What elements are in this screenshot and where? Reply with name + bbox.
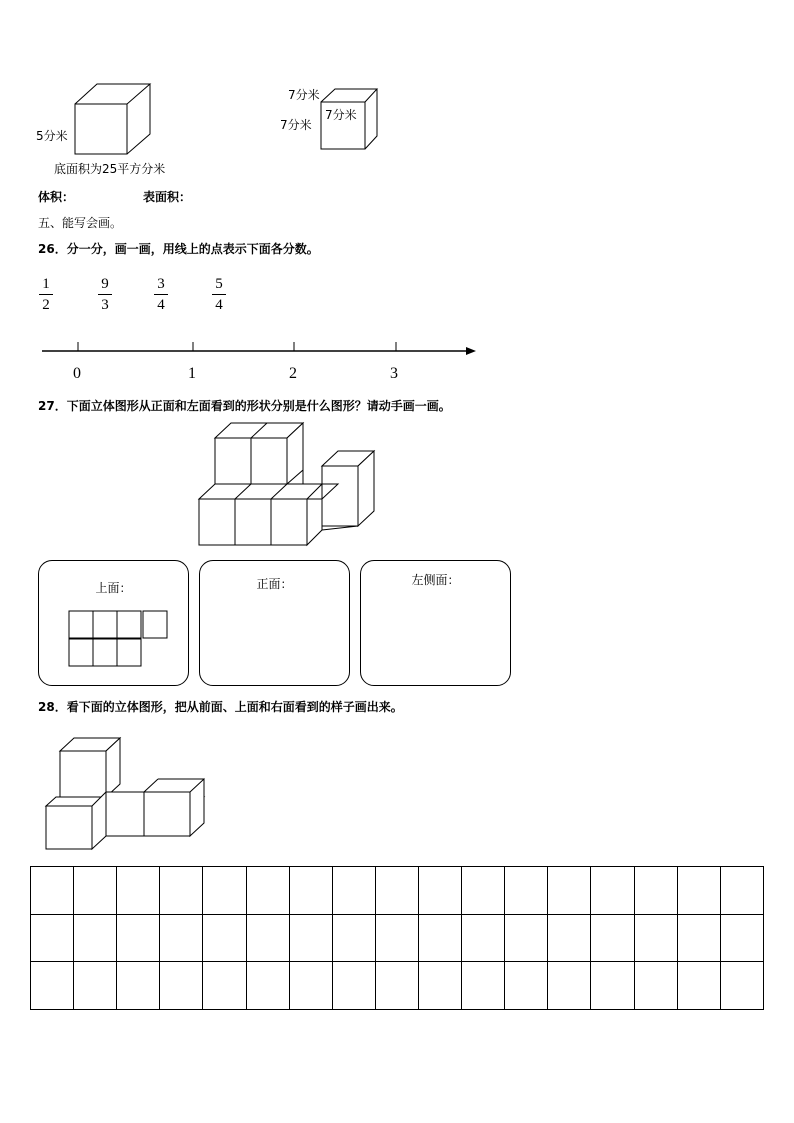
grid-cell[interactable] — [246, 867, 289, 915]
fraction-3 — [153, 276, 169, 313]
number-line — [40, 340, 480, 360]
grid-cell[interactable] — [289, 962, 332, 1010]
fraction-1 — [38, 276, 54, 313]
left-view-caption: 左侧面： — [411, 573, 460, 587]
fraction-4-denominator: 4 — [215, 297, 223, 313]
grid-cell[interactable] — [548, 867, 591, 915]
grid-row — [31, 867, 764, 915]
fraction-4 — [211, 276, 227, 313]
grid-cell[interactable] — [375, 962, 418, 1010]
top-view-drawing — [69, 611, 169, 669]
grid-cell[interactable] — [31, 962, 74, 1010]
front-view-box[interactable] — [199, 560, 350, 686]
fraction-2 — [97, 276, 113, 313]
grid-cell[interactable] — [418, 914, 461, 962]
cube2-top-label: 7分米 — [288, 88, 320, 102]
fraction-3-denominator: 4 — [157, 297, 165, 313]
grid-cell[interactable] — [31, 867, 74, 915]
grid-cell[interactable] — [634, 867, 677, 915]
cube-figure-1 — [70, 80, 160, 160]
grid-cell[interactable] — [332, 962, 375, 1010]
grid-cell[interactable] — [117, 962, 160, 1010]
grid-cell[interactable] — [160, 914, 203, 962]
section-5-heading: 五、能写会画。 — [38, 216, 123, 230]
grid-cell[interactable] — [720, 867, 763, 915]
grid-cell[interactable] — [117, 914, 160, 962]
grid-cell[interactable] — [160, 962, 203, 1010]
grid-cell[interactable] — [548, 914, 591, 962]
left-view-box[interactable] — [360, 560, 511, 686]
cube2-face-label: 7分米 — [325, 108, 357, 122]
grid-cell[interactable] — [74, 914, 117, 962]
grid-cell[interactable] — [462, 914, 505, 962]
grid-cell[interactable] — [720, 914, 763, 962]
front-view-caption: 正面： — [256, 577, 293, 591]
volume-label: 体积： — [38, 190, 75, 204]
grid-cell[interactable] — [505, 867, 548, 915]
tick-label-0: 0 — [73, 365, 81, 382]
grid-cell[interactable] — [203, 914, 246, 962]
cube1-base-label: 底面积为25平方分米 — [54, 162, 166, 176]
tick-label-1: 1 — [188, 365, 196, 382]
q28-text: 28．看下面的立体图形，把从前面、上面和右面看到的样子画出来。 — [38, 700, 403, 714]
q27-solid-figure — [195, 420, 377, 548]
grid-cell[interactable] — [160, 867, 203, 915]
cube1-height-label: 5分米 — [36, 129, 68, 143]
grid-cell[interactable] — [462, 962, 505, 1010]
q26-text: 26．分一分，画一画，用线上的点表示下面各分数。 — [38, 242, 319, 256]
grid-cell[interactable] — [418, 867, 461, 915]
grid-cell[interactable] — [677, 914, 720, 962]
grid-cell[interactable] — [289, 867, 332, 915]
fraction-2-denominator: 3 — [101, 297, 109, 313]
grid-cell[interactable] — [505, 914, 548, 962]
cube2-left-label: 7分米 — [280, 118, 312, 132]
grid-cell[interactable] — [31, 914, 74, 962]
q28-solid-figure — [42, 735, 208, 851]
grid-cell[interactable] — [720, 962, 763, 1010]
surface-area-label: 表面积： — [143, 190, 192, 204]
grid-cell[interactable] — [246, 962, 289, 1010]
grid-cell[interactable] — [203, 962, 246, 1010]
grid-cell[interactable] — [74, 962, 117, 1010]
drawing-grid[interactable] — [30, 866, 764, 1010]
grid-cell[interactable] — [332, 867, 375, 915]
grid-cell[interactable] — [634, 962, 677, 1010]
q27-text: 27．下面立体图形从正面和左面看到的形状分别是什么图形？请动手画一画。 — [38, 399, 451, 413]
grid-cell[interactable] — [418, 962, 461, 1010]
grid-cell[interactable] — [505, 962, 548, 1010]
fraction-1-numerator: 1 — [42, 276, 50, 292]
grid-cell[interactable] — [591, 914, 634, 962]
grid-cell[interactable] — [591, 867, 634, 915]
grid-cell[interactable] — [246, 914, 289, 962]
tick-label-3: 3 — [390, 365, 398, 382]
grid-row — [31, 914, 764, 962]
grid-cell[interactable] — [548, 962, 591, 1010]
fraction-4-numerator: 5 — [215, 276, 223, 292]
grid-row — [31, 962, 764, 1010]
grid-cell[interactable] — [332, 914, 375, 962]
grid-cell[interactable] — [74, 867, 117, 915]
grid-cell[interactable] — [203, 867, 246, 915]
grid-cell[interactable] — [591, 962, 634, 1010]
grid-cell[interactable] — [677, 867, 720, 915]
grid-cell[interactable] — [375, 867, 418, 915]
tick-label-2: 2 — [289, 365, 297, 382]
grid-cell[interactable] — [462, 867, 505, 915]
top-view-box — [38, 560, 189, 686]
grid-cell[interactable] — [117, 867, 160, 915]
fraction-3-numerator: 3 — [157, 276, 165, 292]
grid-cell[interactable] — [677, 962, 720, 1010]
top-view-caption: 上面： — [95, 581, 132, 595]
grid-cell[interactable] — [289, 914, 332, 962]
fraction-1-denominator: 2 — [42, 297, 50, 313]
grid-cell[interactable] — [634, 914, 677, 962]
fraction-2-numerator: 9 — [101, 276, 109, 292]
grid-cell[interactable] — [375, 914, 418, 962]
